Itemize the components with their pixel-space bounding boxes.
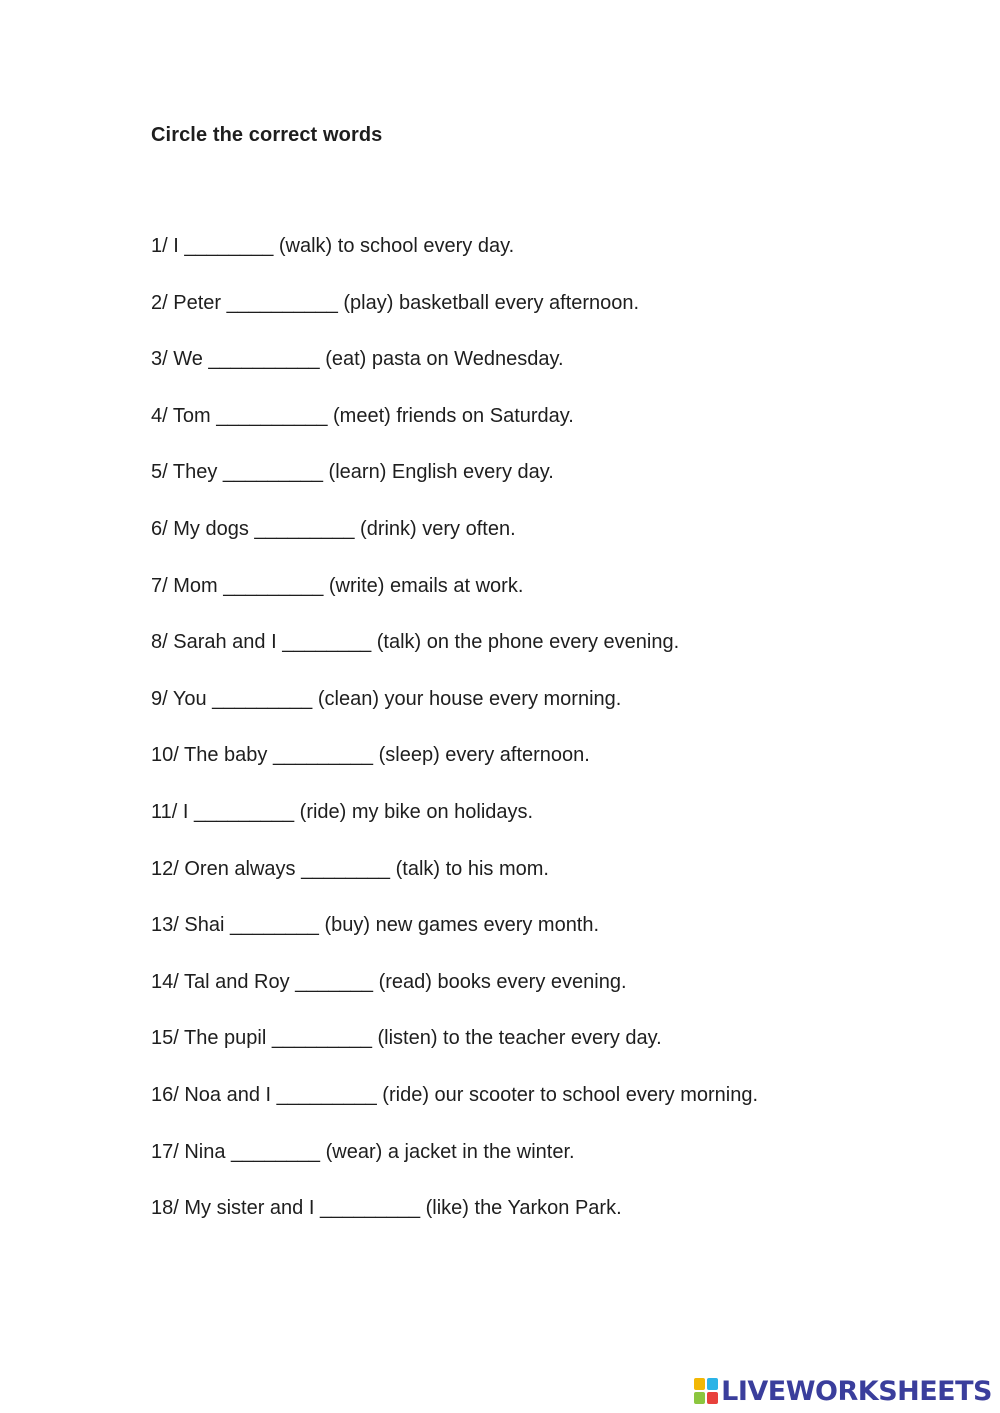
logo-icon-square: [694, 1392, 705, 1404]
liveworksheets-logo-icon: [694, 1378, 718, 1404]
question-item: 16/ Noa and I _________ (ride) our scooter to school every morning.: [151, 1083, 759, 1106]
question-item: 14/ Tal and Roy _______ (read) books every evening.: [151, 970, 627, 993]
question-item: 3/ We __________ (eat) pasta on Wednesday.: [151, 348, 564, 371]
question-item: 7/ Mom _________ (write) emails at work.: [151, 574, 524, 597]
question-item: 8/ Sarah and I ________ (talk) on the phone every evening.: [151, 631, 680, 654]
logo-text: LIVEWORKSHEETS: [721, 1375, 992, 1407]
question-item: 11/ I _________ (ride) my bike on holidays.: [151, 800, 534, 823]
question-item: 1/ I ________ (walk) to school every day.: [151, 235, 515, 257]
logo-icon-square: [707, 1378, 718, 1390]
worksheet-title: Circle the correct words: [151, 124, 383, 146]
question-item: 9/ You _________ (clean) your house every morning.: [151, 687, 622, 710]
question-list: [151, 233, 758, 1252]
question-item: 10/ The baby _________ (sleep) every afternoon.: [151, 744, 590, 767]
question-item: 15/ The pupil _________ (listen) to the teacher every day.: [151, 1027, 662, 1050]
logo-icon-square: [694, 1378, 705, 1390]
question-item: 13/ Shai ________ (buy) new games every month.: [151, 914, 600, 937]
question-item: 2/ Peter __________ (play) basketball every afternoon.: [151, 291, 640, 314]
question-item: 4/ Tom __________ (meet) friends on Saturday.: [151, 404, 574, 427]
question-item: 17/ Nina ________ (wear) a jacket in the winter.: [151, 1140, 575, 1163]
question-item: 18/ My sister and I _________ (like) the Yarkon Park.: [151, 1197, 622, 1220]
question-item: 12/ Oren always ________ (talk) to his mom.: [151, 857, 549, 880]
question-item: 5/ They _________ (learn) English every day.: [151, 461, 554, 484]
logo-icon-square: [707, 1392, 718, 1404]
question-item: 6/ My dogs _________ (drink) very often.: [151, 517, 516, 540]
liveworksheets-logo[interactable]: [694, 1375, 992, 1407]
